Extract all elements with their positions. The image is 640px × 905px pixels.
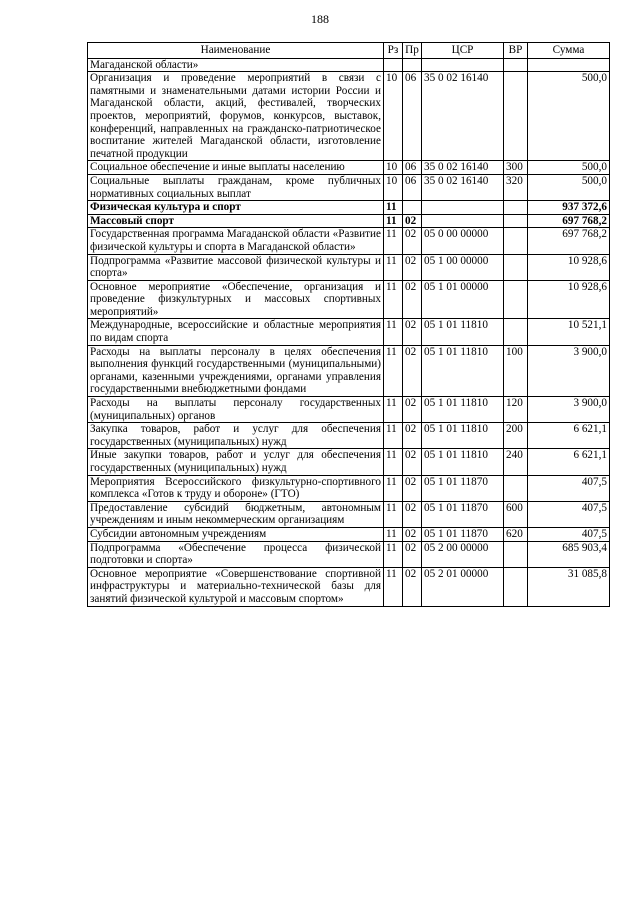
cell-rz: 11 — [384, 475, 403, 501]
table-row — [88, 423, 610, 449]
cell-rz: 11 — [384, 228, 403, 254]
cell-csr: 05 1 01 11810 — [422, 345, 504, 396]
cell-name: Основное мероприятие «Совершенствование спортивной инфраструктуры и материально-технической базы для занятий физической культурой и массовым спортом» — [88, 567, 384, 606]
page-number: 188 — [311, 12, 329, 26]
cell-sum: 500,0 — [528, 72, 610, 161]
cell-name: Социальные выплаты гражданам, кроме публичных нормативных социальных выплат — [88, 174, 384, 200]
cell-sum: 407,5 — [528, 527, 610, 541]
cell-csr: 35 0 02 16140 — [422, 72, 504, 161]
table-row — [88, 254, 610, 280]
cell-name: Расходы на выплаты персоналу в целях обеспечения выполнения функций государственными (муниципальными) органами, казенными учреждениями, органами управления государственными внебюджетными фондами — [88, 345, 384, 396]
cell-csr — [422, 214, 504, 228]
cell-name: Государственная программа Магаданской области «Развитие физической культуры и спорта в Магаданской области» — [88, 228, 384, 254]
header-rz: Рз — [384, 43, 403, 59]
cell-sum: 3 900,0 — [528, 397, 610, 423]
cell-sum: 407,5 — [528, 475, 610, 501]
cell-pr — [403, 58, 422, 72]
cell-name: Мероприятия Всероссийского физкультурно-спортивного комплекса «Готов к труду и обороне» (ГТО) — [88, 475, 384, 501]
cell-vr: 300 — [504, 161, 528, 175]
cell-sum: 407,5 — [528, 501, 610, 527]
table-row — [88, 228, 610, 254]
cell-rz: 11 — [384, 567, 403, 606]
cell-vr: 240 — [504, 449, 528, 475]
cell-pr: 02 — [403, 319, 422, 345]
cell-csr — [422, 58, 504, 72]
cell-csr: 35 0 02 16140 — [422, 161, 504, 175]
cell-pr: 02 — [403, 527, 422, 541]
table-row — [88, 280, 610, 319]
cell-vr: 100 — [504, 345, 528, 396]
cell-csr: 05 1 01 11810 — [422, 423, 504, 449]
table-row — [88, 475, 610, 501]
table-row — [88, 161, 610, 175]
cell-csr: 05 1 00 00000 — [422, 254, 504, 280]
cell-rz: 11 — [384, 319, 403, 345]
cell-sum: 31 085,8 — [528, 567, 610, 606]
table-row — [88, 201, 610, 215]
cell-name: Физическая культура и спорт — [88, 201, 384, 215]
cell-pr: 02 — [403, 214, 422, 228]
table-header-row — [88, 43, 610, 59]
header-csr: ЦСР — [422, 43, 504, 59]
cell-sum: 10 928,6 — [528, 280, 610, 319]
cell-rz: 10 — [384, 161, 403, 175]
table-row — [88, 72, 610, 161]
cell-pr: 02 — [403, 423, 422, 449]
cell-vr — [504, 214, 528, 228]
cell-csr — [422, 201, 504, 215]
budget-table — [87, 42, 610, 607]
cell-rz: 11 — [384, 501, 403, 527]
cell-rz: 11 — [384, 214, 403, 228]
cell-name: Предоставление субсидий бюджетным, автономным учреждениям и иным некоммерческим организациям — [88, 501, 384, 527]
cell-pr — [403, 201, 422, 215]
cell-vr: 620 — [504, 527, 528, 541]
cell-csr: 05 1 01 11810 — [422, 319, 504, 345]
cell-csr: 05 2 01 00000 — [422, 567, 504, 606]
cell-vr — [504, 541, 528, 567]
header-name: Наименование — [88, 43, 384, 59]
cell-sum: 697 768,2 — [528, 214, 610, 228]
cell-vr — [504, 58, 528, 72]
cell-rz: 11 — [384, 201, 403, 215]
cell-pr: 02 — [403, 254, 422, 280]
cell-name: Социальное обеспечение и иные выплаты населению — [88, 161, 384, 175]
header-pr: Пр — [403, 43, 422, 59]
cell-rz: 11 — [384, 527, 403, 541]
table-row — [88, 567, 610, 606]
cell-sum: 6 621,1 — [528, 449, 610, 475]
table-row — [88, 527, 610, 541]
cell-vr — [504, 567, 528, 606]
header-vr: ВР — [504, 43, 528, 59]
cell-csr: 05 1 01 11870 — [422, 501, 504, 527]
cell-name: Подпрограмма «Обеспечение процесса физической подготовки и спорта» — [88, 541, 384, 567]
cell-vr: 320 — [504, 174, 528, 200]
cell-rz: 10 — [384, 174, 403, 200]
cell-name: Основное мероприятие «Обеспечение, организация и проведение физкультурных и массовых спортивных мероприятий» — [88, 280, 384, 319]
cell-csr: 05 1 01 11870 — [422, 527, 504, 541]
cell-vr — [504, 228, 528, 254]
table-row — [88, 501, 610, 527]
cell-rz: 11 — [384, 280, 403, 319]
cell-pr: 06 — [403, 161, 422, 175]
header-sum: Сумма — [528, 43, 610, 59]
cell-csr: 05 1 01 11810 — [422, 449, 504, 475]
cell-sum: 697 768,2 — [528, 228, 610, 254]
cell-rz: 11 — [384, 541, 403, 567]
cell-name: Субсидии автономным учреждениям — [88, 527, 384, 541]
cell-pr: 02 — [403, 541, 422, 567]
cell-vr — [504, 72, 528, 161]
cell-vr: 600 — [504, 501, 528, 527]
cell-pr: 02 — [403, 228, 422, 254]
cell-csr: 35 0 02 16140 — [422, 174, 504, 200]
table-row — [88, 174, 610, 200]
cell-name: Магаданской области» — [88, 58, 384, 72]
cell-pr: 02 — [403, 567, 422, 606]
cell-vr — [504, 319, 528, 345]
cell-vr — [504, 254, 528, 280]
table-row — [88, 345, 610, 396]
cell-sum: 10 521,1 — [528, 319, 610, 345]
cell-sum: 685 903,4 — [528, 541, 610, 567]
cell-csr: 05 1 01 11810 — [422, 397, 504, 423]
cell-sum: 500,0 — [528, 161, 610, 175]
cell-sum: 3 900,0 — [528, 345, 610, 396]
cell-pr: 02 — [403, 345, 422, 396]
cell-rz: 10 — [384, 72, 403, 161]
cell-vr: 120 — [504, 397, 528, 423]
table-row — [88, 397, 610, 423]
cell-sum — [528, 58, 610, 72]
table-body — [88, 58, 610, 606]
cell-name: Закупка товаров, работ и услуг для обеспечения государственных (муниципальных) нужд — [88, 423, 384, 449]
cell-name: Расходы на выплаты персоналу государственных (муниципальных) органов — [88, 397, 384, 423]
cell-csr: 05 0 00 00000 — [422, 228, 504, 254]
cell-pr: 02 — [403, 397, 422, 423]
cell-csr: 05 1 01 00000 — [422, 280, 504, 319]
cell-name: Подпрограмма «Развитие массовой физической культуры и спорта» — [88, 254, 384, 280]
cell-sum: 10 928,6 — [528, 254, 610, 280]
cell-name: Массовый спорт — [88, 214, 384, 228]
cell-pr: 02 — [403, 475, 422, 501]
cell-pr: 02 — [403, 501, 422, 527]
cell-vr — [504, 475, 528, 501]
cell-rz: 11 — [384, 345, 403, 396]
cell-rz: 11 — [384, 449, 403, 475]
cell-pr: 06 — [403, 72, 422, 161]
cell-vr — [504, 201, 528, 215]
cell-rz: 11 — [384, 423, 403, 449]
cell-pr: 02 — [403, 449, 422, 475]
table-row — [88, 449, 610, 475]
table-row — [88, 319, 610, 345]
cell-csr: 05 1 01 11870 — [422, 475, 504, 501]
cell-sum: 937 372,6 — [528, 201, 610, 215]
cell-sum: 6 621,1 — [528, 423, 610, 449]
cell-name: Организация и проведение мероприятий в связи с памятными и знаменательными датами истории России и Магаданской области, акций, фестивалей, творческих проектов, мероприятий, форумов, конкурсов, выставок, конференций, направленных на гражданско-патриотическое воспитание жителей Магаданской области, изготовление печатной продукции — [88, 72, 384, 161]
cell-rz: 11 — [384, 397, 403, 423]
cell-vr: 200 — [504, 423, 528, 449]
table-row — [88, 541, 610, 567]
table-row — [88, 214, 610, 228]
cell-rz: 11 — [384, 254, 403, 280]
cell-pr: 06 — [403, 174, 422, 200]
cell-rz — [384, 58, 403, 72]
cell-csr: 05 2 00 00000 — [422, 541, 504, 567]
cell-pr: 02 — [403, 280, 422, 319]
cell-sum: 500,0 — [528, 174, 610, 200]
table-row — [88, 58, 610, 72]
cell-vr — [504, 280, 528, 319]
cell-name: Иные закупки товаров, работ и услуг для обеспечения государственных (муниципальных) нужд — [88, 449, 384, 475]
cell-name: Международные, всероссийские и областные мероприятия по видам спорта — [88, 319, 384, 345]
